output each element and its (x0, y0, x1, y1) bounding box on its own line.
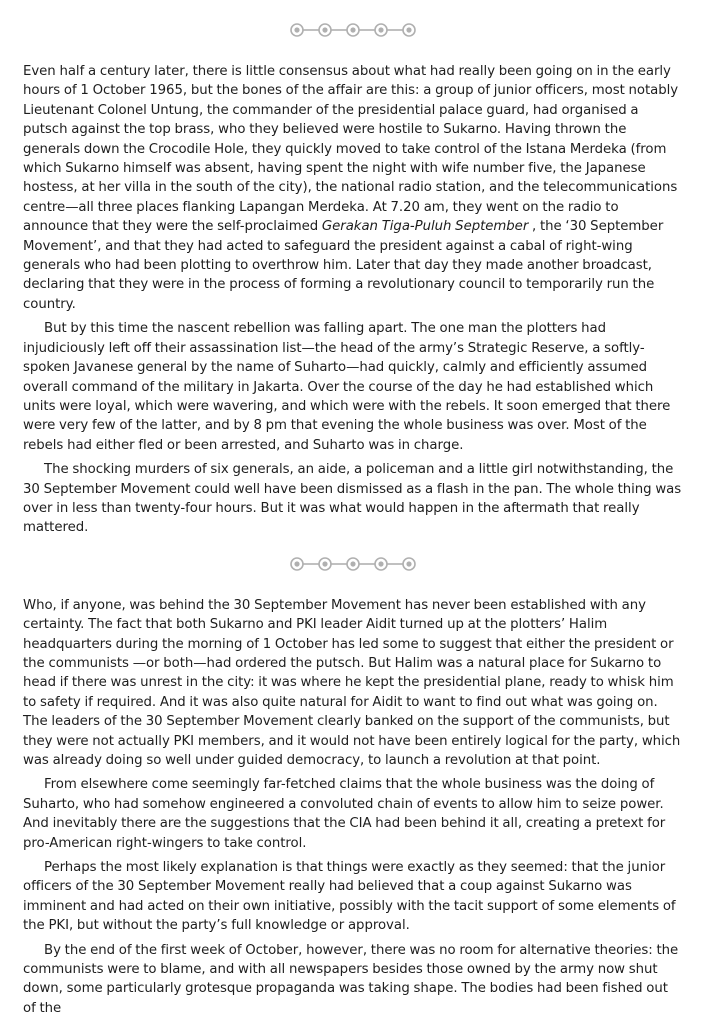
paragraph (23, 62, 683, 314)
paragraph: But by this time the nascent rebellion was falling apart. The one man the plotters had injudiciously left off their assassination list—the head of the army’s Strategic Reserve, a softly-spoken Javanese general by the name of Suharto—had quickly, calmly and efficiently assumed overall command of the military in Jakarta. Over the course of the day he had established which units were loyal, which were wavering, and which were with the rebels. It soon emerged that there were very few of the latter, and by 8 pm that evening the whole business was over. Most of the rebels had either fled or been arrested, and Suharto was in charge. (23, 321, 671, 453)
paragraph-text: Even half a century later, there is little consensus about what had really been going on in the early hours of 1 October 1965, but the bones of the affair are this: a group of junior officers, most notably Lieutenant Colonel Untung, the commander of the presidential palace guard, had organised a putsch against the top brass, who they believed were hostile to Sukarno. Having thrown the generals down the Crocodile Hole, they quickly moved to take control of the Istana Merdeka (from which Sukarno himself was absent, having spent the night with wife number five, the Japanese hostess, at her villa in the south of the city), the national radio station, and the telecommunications centre—all three places flanking Lapangan Merdeka. At 7.20 am, they went on the radio to announce that they were the self-proclaimed (23, 64, 679, 235)
paragraph: By the end of the first week of October, however, there was no room for alternative theories: the communists were to blame, and with all newspapers besides those owned by the army now shut down, some particularly grotesque propaganda was taking shape. The bodies had been fished out of the (23, 942, 679, 1016)
section-break-ornament-icon (23, 554, 683, 574)
italic-term: Gerakan Tiga-Puluh September (321, 219, 529, 235)
paragraph-text: , the ‘30 September Movement’, and that they had acted to safeguard the president against a cabal of right-wing generals who had been plotting to overthrow him. Later that day they made another broadcast, declaring that they were in the process of forming a revolutionary council to temporarily run the country. (23, 219, 664, 312)
section-break-ornament-icon (23, 20, 683, 40)
paragraph: From elsewhere come seemingly far-fetched claims that the whole business was the doing of Suharto, who had somehow engineered a convoluted chain of events to allow him to seize power. And inevitably there are the suggestions that the CIA had been behind it all, creating a pretext for pro-American right-wingers to take control. (23, 777, 666, 851)
paragraph: Who, if anyone, was behind the 30 September Movement has never been established with any certainty. The fact that both Sukarno and PKI leader Aidit turned up at the plotters’ Halim headquarters during the morning of 1 October has led some to suggest that either the president or the communists —or both—had ordered the putsch. But Halim was a natural place for Sukarno to head if there was unrest in the city: it was where he kept the presidential plane, ready to whisk him to safety if required. And it was also quite natural for Aidit to want to find out what was going on. The leaders of the 30 September Movement clearly banked on the support of the communists, but they were not actually PKI members, and it would not have been entirely logical for the party, which was already doing so well under guided democracy, to launch a revolution at that point. (23, 597, 681, 768)
paragraph: Perhaps the most likely explanation is that things were exactly as they seemed: that the junior officers of the 30 September Movement really had believed that a coup against Sukarno was imminent and had acted on their own initiative, possibly with the tacit support of some elements of the PKI, but without the party’s full knowledge or approval. (23, 860, 676, 934)
page (23, 0, 683, 1023)
paragraph: The shocking murders of six generals, an aide, a policeman and a little girl notwithstanding, the 30 September Movement could well have been dismissed as a flash in the pan. The whole thing was over in less than twenty-four hours. But it was what would happen in the aftermath that really mattered. (23, 462, 682, 536)
